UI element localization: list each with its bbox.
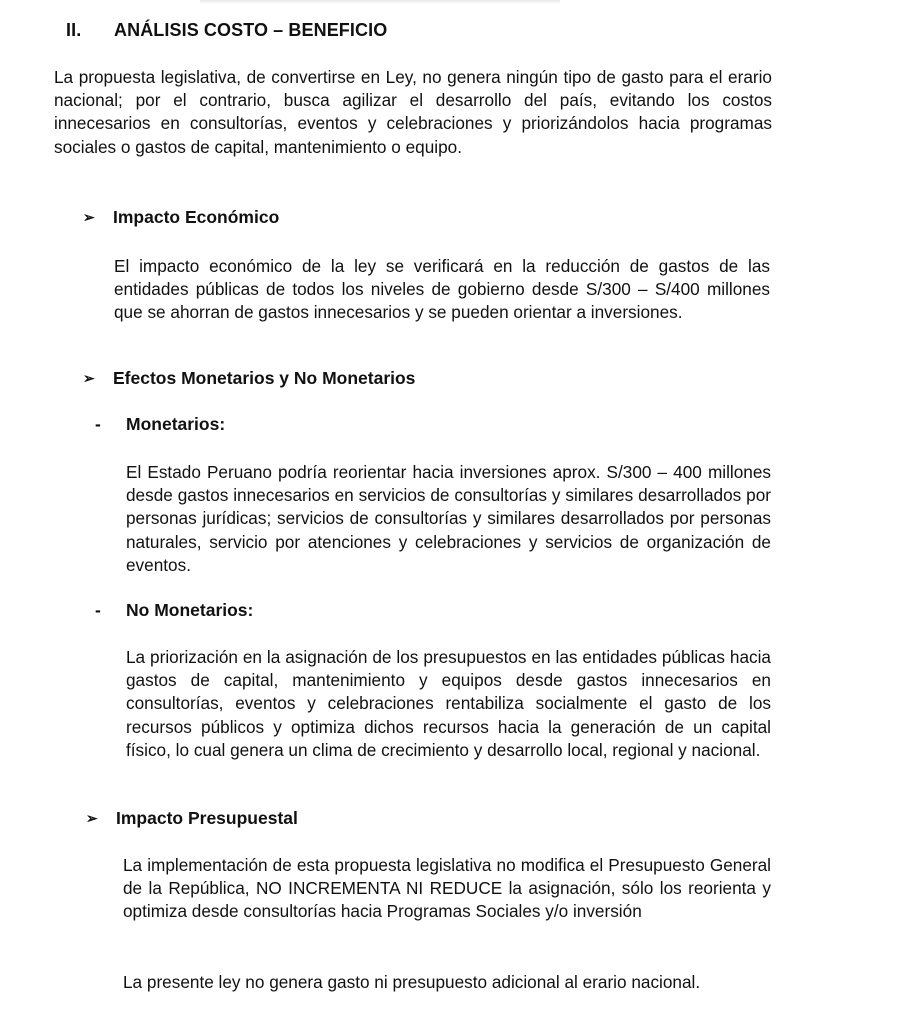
paragraph-presupuestal-2: La presente ley no genera gasto ni presupuesto adicional al erario nacional. — [123, 972, 701, 992]
subheading-no-monetarios — [95, 600, 253, 621]
section-title — [66, 20, 387, 41]
heading-text: Impacto Económico — [113, 207, 280, 227]
scan-edge-shadow — [200, 0, 560, 4]
paragraph-monetarios: El Estado Peruano podría reorientar hacia inversiones aprox. S/300 – 400 millones desde gastos innecesarios en servicios de consultorías y similares desarrollados por personas jurídicas; servicios de consultorías y similares desarrollados por personas naturales, servicio por atenciones y celebraciones y servicios de organización de eventos. — [126, 462, 771, 575]
heading-text: Impacto Presupuestal — [116, 808, 298, 828]
heading-impacto-economico — [83, 207, 279, 228]
heading-efectos — [83, 368, 415, 389]
section-title-text: ANÁLISIS COSTO – BENEFICIO — [114, 20, 388, 40]
paragraph-presupuestal-1: La implementación de esta propuesta legislativa no modifica el Presupuesto General de la República, NO INCREMENTA NI REDUCE la asignación, sólo los reorienta y optimiza desde consultorías hacia Programas Sociales y/o inversión — [123, 855, 771, 922]
dash-bullet: - — [95, 600, 101, 620]
subheading-monetarios — [95, 414, 225, 435]
subheading-text: No Monetarios: — [126, 600, 254, 620]
paragraph-impacto-economico: El impacto económico de la ley se verificará en la reducción de gastos de las entidades públicas de todos los niveles de gobierno desde S/300 – S/400 millones que se ahorran de gastos innecesarios y se pueden orientar a inversiones. — [114, 256, 770, 323]
heading-impacto-presupuestal — [86, 808, 298, 829]
arrow-bullet-icon: ➢ — [83, 209, 95, 225]
paragraph-no-monetarios: La priorización en la asignación de los presupuestos en las entidades públicas hacia gastos de capital, mantenimiento y equipos desde gastos innecesarios en consultorías, eventos y celebraciones rentabiliza socialmente el gasto de los recursos públicos y optimiza dichos recursos hacia la generación de un capital físico, lo cual genera un clima de crecimiento y desarrollo local, regional y nacional. — [126, 647, 771, 760]
arrow-bullet-icon: ➢ — [86, 810, 98, 826]
intro-paragraph: La propuesta legislativa, de convertirse en Ley, no genera ningún tipo de gasto para el erario nacional; por el contrario, busca agilizar el desarrollo del país, evitando los costos innecesarios en consultorías, eventos y celebraciones y priorizándolos hacia programas sociales o gastos de capital, mantenimiento o equipo. — [54, 67, 772, 157]
section-number: II. — [66, 20, 82, 40]
arrow-bullet-icon: ➢ — [83, 370, 95, 386]
dash-bullet: - — [95, 414, 101, 434]
heading-text: Efectos Monetarios y No Monetarios — [113, 368, 416, 388]
subheading-text: Monetarios: — [126, 414, 226, 434]
